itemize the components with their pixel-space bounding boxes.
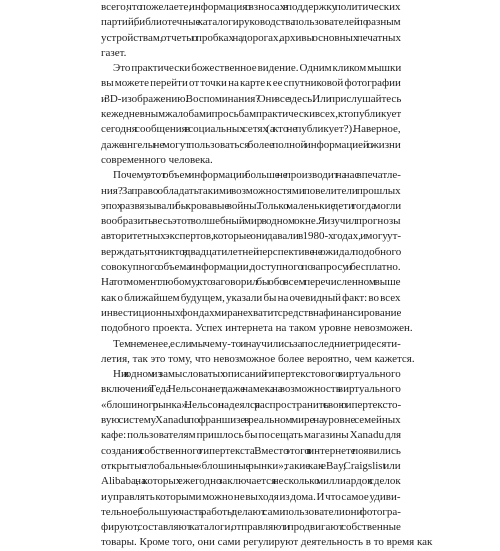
text-line: На тот момент любому, кто заговорил бы обо всем перечисленном выше	[101, 276, 401, 289]
text-line: вую систему Xanadu по франшизе в реальном мире на уровне семейных	[101, 414, 401, 427]
text-line: газет.	[101, 46, 127, 59]
text-line: к ежедневным жалобам и просьбам практически всех, кто публикует	[101, 108, 402, 121]
text-line: инвестиционных фондах мира не хватит средств на финансирование	[101, 306, 402, 319]
text-line: верждать, что никто в двадцатилетней перспективе не ожидал подобного	[101, 245, 402, 258]
text-line: создания собственного гипертекста. Вместо этого в интернете появились	[101, 444, 401, 457]
text-line: Это практически божественное видение. Одним кликом мышки	[113, 62, 402, 75]
text-line: вообразить весь этот волшебный мир в одном окне. Я изучил прогнозы	[101, 215, 401, 228]
text-line: совокупного объема информации, доступного по запросу и бесплатно.	[101, 261, 401, 274]
paragraph	[101, 168, 413, 336]
text-line: Alibaba, на которых ежегодно заключается несколько миллиардов сделок	[101, 475, 401, 488]
paragraph	[101, 0, 401, 61]
paragraph	[101, 337, 415, 368]
text-line: эпох развязывали бы кровавые войны. Только маленькие дети тогда могли	[101, 199, 402, 212]
text-line: летия, так это тому, что невозможное более вероятно, чем кажется.	[101, 352, 415, 365]
text-line: даже ангелы не могут пользоваться более полной информацией о жизни	[101, 138, 401, 151]
text-line: кафе: пользователям пришлось бы посещать магазины Xanadu для	[101, 429, 402, 442]
text-line: фируют, составляют каталоги, отправляют и продвигают собственные	[101, 521, 401, 534]
text-line: Ни в одном из замысловатых описаний гипертекстового виртуального	[113, 368, 401, 381]
text-line: устройствам, отчеты о пробках на дорогах, архивы основных печатных	[101, 31, 401, 44]
text-line: ния? За право обладать такими возможностями повелители прошлых	[101, 184, 401, 197]
text-line: современного человека.	[101, 153, 213, 166]
text-line: подобного проекта. Успех интернета на таком уровне невозможен.	[101, 322, 413, 335]
text-line: вы можете перейти от точки на карте к ее спутниковой фотографии	[101, 77, 401, 90]
text-line: «блошиного рынка». Нельсон надеялся распространить свою гипертексто-	[101, 398, 402, 411]
text-line: Тем не менее, если мы чему-то и научились за последние три десяти-	[113, 337, 401, 350]
text-line: и 3D-изображению. Воспоминания? Они все здесь. Или прислушайтесь	[101, 92, 402, 105]
paragraph	[101, 61, 401, 168]
text-line: как о ближайшем будущем, указали бы на очевидный факт: во всех	[101, 291, 401, 304]
paragraph	[101, 367, 433, 551]
text-line: всего, что пожелаете, информация о взносах в поддержку политических	[101, 1, 401, 13]
text-line: товары. Кроме того, они сами регулируют деятельность в то время как	[101, 536, 433, 549]
text-line: сегодня сообщения в социальных сетях (а кто не публикует?). Наверное,	[101, 123, 401, 136]
text-line: открытые глобальные «блошиные рынки», такие как eBay, Craigslist или	[101, 459, 401, 472]
text-line: и управлять которыми можно не выходя из дома. И что самое удиви-	[101, 490, 401, 503]
text-line: включения Теда Нельсона нет даже намека на возможность виртуального	[101, 383, 401, 396]
text-line: партий, библиотечные каталоги, руководства пользователей по разным	[101, 16, 401, 29]
book-page	[101, 0, 433, 549]
text-line: Почему этот объем информации больше не производит на нас впечатле-	[113, 169, 401, 182]
page-text	[101, 0, 433, 551]
text-line: тельное, большую часть работы делают сами пользователи: они фотогра-	[101, 505, 401, 518]
text-line: авторитетных экспертов, которые они давали в 1980-х годах, и могу ут-	[101, 230, 402, 243]
